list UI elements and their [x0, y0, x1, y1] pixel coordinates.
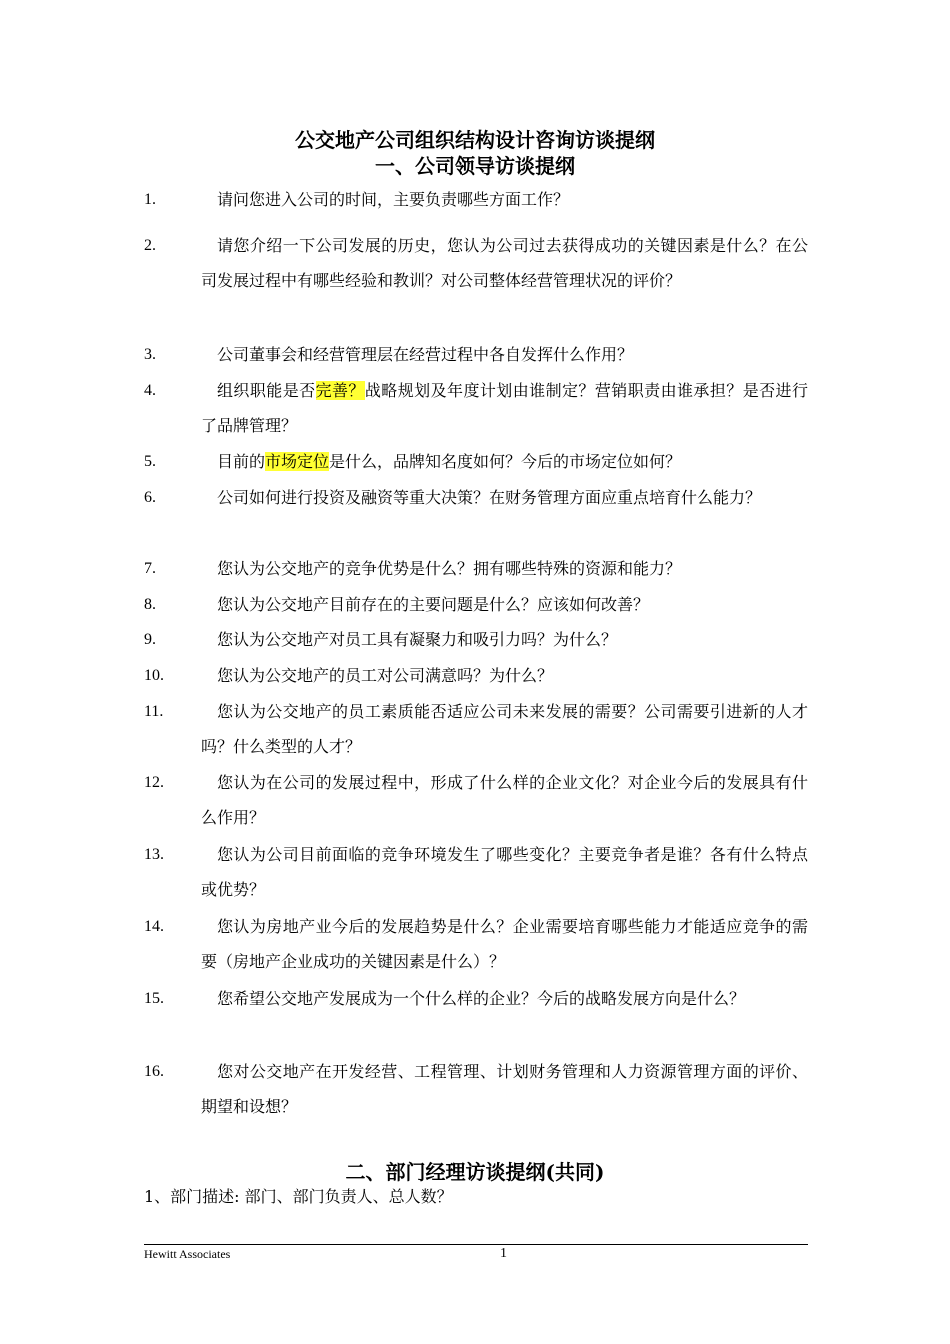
question-number: 11. [144, 703, 164, 720]
question-text: 您认为公交地产的员工对公司满意吗？为什么？ [217, 666, 554, 685]
question-number: 3. [144, 346, 156, 363]
question-text: 您认为在公司的发展过程中，形成了什么样的企业文化？对企业今后的发展具有什么作用？ [201, 773, 808, 827]
question-text [201, 444, 808, 479]
question-number: 1. [144, 191, 156, 208]
question-text: 您认为公交地产对员工具有凝聚力和吸引力吗？为什么？ [217, 630, 618, 649]
question-number: 4. [144, 382, 156, 399]
question-item [144, 765, 808, 835]
question-item [144, 373, 808, 443]
question-text: 您认为公交地产的员工素质能否适应公司未来发展的需要？公司需要引进新的人才吗？什么类型的人才？ [201, 702, 808, 756]
question-item [144, 182, 808, 217]
question-number: 6. [144, 489, 156, 506]
question-number: 10. [144, 667, 164, 684]
question-item [144, 444, 808, 479]
question-text: 您认为公交地产目前存在的主要问题是什么？应该如何改善？ [217, 595, 650, 614]
question-item [144, 837, 808, 907]
highlighted-text: 完善？ [315, 381, 365, 400]
question-text: 请问您进入公司的时间，主要负责哪些方面工作？ [217, 190, 570, 209]
question-text: 您希望公交地产发展成为一个什么样的企业？今后的战略发展方向是什么？ [217, 989, 746, 1008]
document-title: 公交地产公司组织结构设计咨询访谈提纲 [295, 128, 655, 152]
question-text [201, 373, 808, 443]
question-number: 7. [144, 560, 156, 577]
question-text: 公司如何进行投资及融资等重大决策？在财务管理方面应重点培育什么能力？ [217, 488, 762, 507]
question-number: 2. [144, 237, 156, 254]
question-text-post: 战略规划及年度计划由谁制定？营销职责由谁承担？是否进行了品牌管理？ [201, 381, 808, 435]
question-text: 请您介绍一下公司发展的历史，您认为公司过去获得成功的关键因素是什么？在公司发展过程中有哪些经验和教训？对公司整体经营管理状况的评价？ [201, 236, 808, 290]
question-item [144, 909, 808, 979]
question-item [144, 694, 808, 764]
question-item [144, 337, 808, 372]
page-number: 1 [500, 1246, 507, 1261]
question-item [144, 658, 808, 693]
section2-item: 1、部门描述: 部门、部门负责人、总人数？ [144, 1187, 453, 1206]
question-text: 您认为房地产业今后的发展趋势是什么？企业需要培育哪些能力才能适应竞争的需要（房地产企业成功的关键因素是什么）？ [201, 917, 808, 971]
question-text: 您对公交地产在开发经营、工程管理、计划财务管理和人力资源管理方面的评价、期望和设想？ [201, 1062, 808, 1116]
question-text: 您认为公交地产的竞争优势是什么？拥有哪些特殊的资源和能力？ [217, 559, 682, 578]
footer-divider [144, 1244, 808, 1245]
question-number: 8. [144, 596, 156, 613]
question-text: 您认为公司目前面临的竞争环境发生了哪些变化？主要竞争者是谁？各有什么特点或优势？ [201, 845, 808, 899]
question-number: 9. [144, 631, 156, 648]
question-item [144, 480, 808, 515]
highlighted-text: 市场定位 [265, 452, 330, 471]
question-text-pre: 目前的 [217, 452, 266, 471]
question-number: 14. [144, 918, 164, 935]
question-number: 5. [144, 453, 156, 470]
question-item [144, 551, 808, 586]
section1-title: 一、公司领导访谈提纲 [375, 154, 575, 178]
question-text: 公司董事会和经营管理层在经营过程中各自发挥什么作用？ [217, 345, 634, 364]
question-number: 15. [144, 990, 164, 1007]
question-item [144, 587, 808, 622]
question-number: 13. [144, 846, 164, 863]
question-item [144, 1054, 808, 1124]
question-text-pre: 组织职能是否 [217, 381, 316, 400]
question-item [144, 981, 808, 1016]
section2-title: 二、部门经理访谈提纲(共同) [345, 1160, 605, 1184]
footer-company: Hewitt Associates [144, 1247, 231, 1261]
question-number: 16. [144, 1063, 164, 1080]
question-item [144, 228, 808, 298]
question-item [144, 622, 808, 657]
question-text-post: 是什么，品牌知名度如何？今后的市场定位如何？ [329, 452, 682, 471]
question-number: 12. [144, 774, 164, 791]
